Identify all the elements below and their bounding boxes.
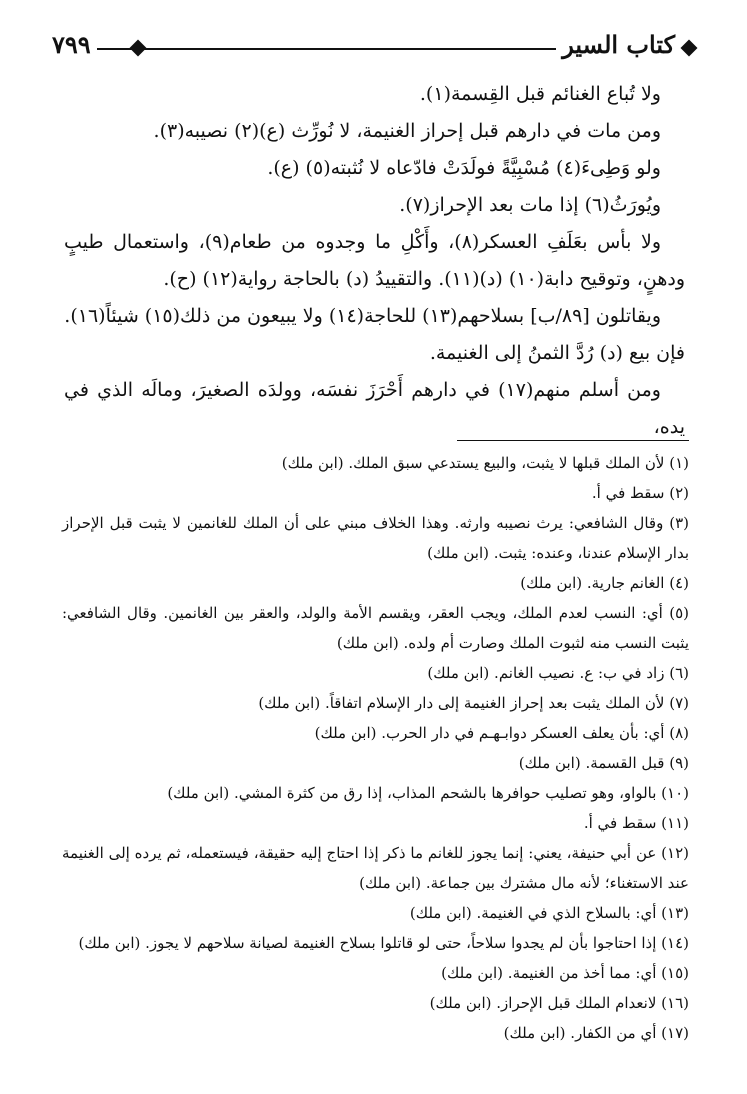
paragraph: ومن مات في دارهم قبل إحراز الغنيمة، لا نُورِّث (ع)(٢) نصيبه(٣).	[153, 120, 661, 142]
footnote: (١٧) أي من الكفار. (ابن ملك)	[503, 1024, 689, 1042]
footnote: (١٣) أي: بالسلاح الذي في الغنيمة. (ابن ملك)	[409, 904, 689, 922]
footnote: (١٥) أي: مما أخذ من الغنيمة. (ابن ملك)	[441, 964, 689, 982]
running-title: كتاب السير	[556, 30, 675, 59]
footnote: (٨) أي: بأن يعلف العسكر دوابـهـم في دار الحرب. (ابن ملك)	[314, 724, 689, 742]
footnote: (٥) أي: النسب لعدم الملك، ويجب العقر، ويقسم الأمة والولد، والعقر بين الغانمين. وقال الشافعي: يثبت النسب منه لثبوت الملك وصارت أم ولده. (ابن ملك)	[62, 604, 689, 652]
footnote: (١٠) بالواو، وهو تصليب حوافرها بالشحم المذاب، إذا رق من كثرة المشي. (ابن ملك)	[167, 784, 689, 802]
footnote: (١٢) عن أبي حنيفة، يعني: إنما يجوز للغانم ما ذكر إذا احتاج إليه حقيقة، فيستعمله، ثم يرده إلى الغنيمة عند الاستغناء؛ لأنه مال مشترك بين جماعة. (ابن ملك)	[62, 844, 689, 892]
page-number: ٧٩٩	[52, 30, 97, 59]
paragraph: ولا بأس بعَلَفِ العسكر(٨)، وأَكْلِ ما وجدوه من طعام(٩)، واستعمال طيبٍ ودهنٍ، وتوقيح دابة(١٠) (د)(١١). والتقييدُ (د) بالحاجة رواية(١٢) (ح).	[64, 231, 685, 290]
page-header	[52, 30, 695, 70]
footnote: (١١) سقط في أ.	[583, 814, 689, 832]
footnote: (٦) زاد في ب: ع. نصيب الغانم. (ابن ملك)	[427, 664, 689, 682]
header-rule	[90, 48, 575, 50]
paragraph: ومن أسلم منهم(١٧) في دارهم أَحْرَزَ نفسَه، وولدَه الصغيرَ، ومالَه الذي في يده،	[64, 379, 685, 438]
footnote: (٩) قبل القسمة. (ابن ملك)	[518, 754, 689, 772]
footnote: (٢) سقط في أ.	[591, 484, 689, 502]
diamond-ornament-icon	[681, 40, 698, 57]
footnotes	[62, 448, 689, 1048]
paragraph: ويقاتلون [٨٩/ب] بسلاحهم(١٣) للحاجة(١٤) ولا يبيعون من ذلك(١٥) شيئاً(١٦).	[64, 305, 661, 327]
footnote: (١٦) لانعدام الملك قبل الإحراز. (ابن ملك)	[429, 994, 689, 1012]
footnote: (٣) وقال الشافعي: يرث نصيبه وارثه. وهذا الخلاف مبني على أن الملك للغانمين لا يثبت قبل الإحراز بدار الإسلام عندنا، وعنده: يثبت. (ابن ملك)	[62, 514, 689, 562]
paragraph: فإن بيع (د) رُدَّ الثمنُ إلى الغنيمة.	[429, 342, 685, 364]
paragraph: ولا تُباع الغنائم قبل القِسمة(١).	[419, 83, 661, 105]
main-text	[64, 76, 685, 446]
paragraph: ويُورَثُ(٦) إذا مات بعد الإحراز(٧).	[399, 194, 661, 216]
footnote: (٧) لأن الملك يثبت بعد إحراز الغنيمة إلى دار الإسلام اتفاقاً. (ابن ملك)	[258, 694, 689, 712]
paragraph: ولو وَطِىءَ(٤) مُسْبِيَّةً فولَدَتْ فادّعاه لا نُثبته(٥) (ع).	[267, 157, 661, 179]
footnote: (١) لأن الملك قبلها لا يثبت، والبيع يستدعي سبق الملك. (ابن ملك)	[281, 454, 689, 472]
diamond-ornament-icon	[130, 40, 147, 57]
footnote: (١٤) إذا احتاجوا بأن لم يجدوا سلاحاً، حتى لو قاتلوا بسلاح الغنيمة لصيانة سلاحهم لا يجوز. (ابن ملك)	[78, 934, 689, 952]
footnote: (٤) الغانم جارية. (ابن ملك)	[520, 574, 689, 592]
footnote-separator	[457, 440, 689, 441]
